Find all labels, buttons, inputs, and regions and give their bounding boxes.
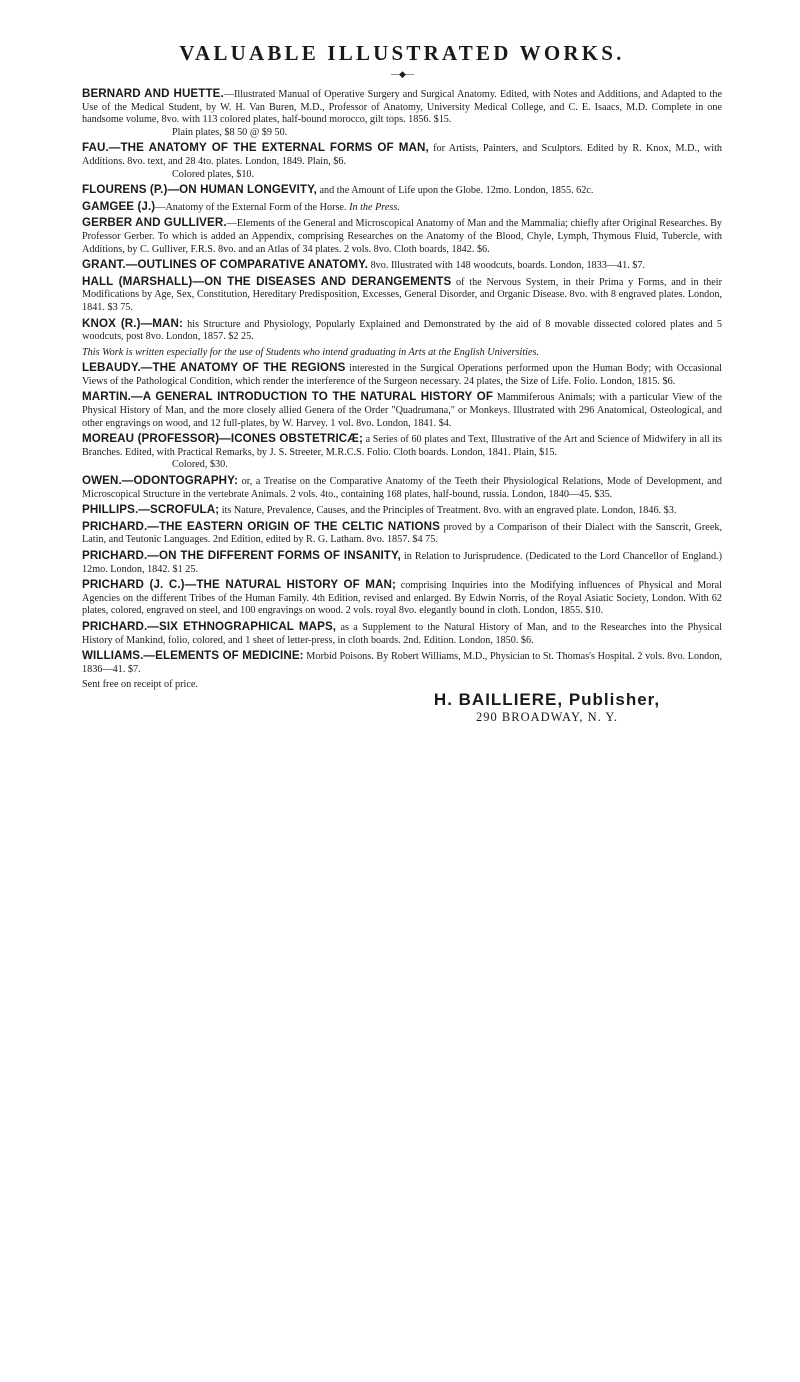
book-description: proved by a Comparison of their Dialect with the Sanscrit, Greek, Latin, and Teutonic Languages. 2nd Edition, edited by R. G. Latham. 8vo. 1857. $4 75. — [82, 521, 722, 546]
title-ornament: —◆— — [391, 69, 413, 79]
catalogue-page — [82, 40, 722, 725]
book-description: a Series of 60 plates and Text, Illustrative of the Art and Science of Midwifery in all its Branches. Edited, with Practical Remarks, by J. S. Streeter, M.R.C.S. Folio. Cloth boards. London, 1841. Plain, $15. — [82, 434, 722, 458]
book-description: Morbid Poisons. By Robert Williams, M.D., Physician to St. Thomas's Hospital. 2 vols. 8vo. London, 1836—41. $7. — [82, 651, 722, 675]
book-description: for Artists, Painters, and Sculptors. Edited by R. Knox, M.D., with Additions. 8vo. text, and 28 4to. plates. London, 1849. Plain, $6. — [82, 143, 722, 167]
book-description: of the Nervous System, in their Prima y Forms, and in their Modifications by Age, Sex, Constitution, Hereditary Predisposition, Excesses, General Disorder, and Organic Disease. 8vo. with 8 engraved plates. London, 1841. $3 75. — [82, 276, 722, 313]
book-heading: FLOURENS (P.)—ON HUMAN LONGEVITY, — [82, 183, 317, 197]
book-entry — [82, 475, 722, 501]
book-entry — [82, 201, 722, 215]
book-listing — [82, 88, 722, 676]
book-heading: PRICHARD (J. C.)—THE NATURAL HISTORY OF MAN; — [82, 578, 396, 592]
book-description: 8vo. Illustrated with 148 woodcuts, boards. London, 1833—41. $7. — [368, 260, 646, 272]
book-heading: GAMGEE (J.) — [82, 199, 156, 213]
book-entry — [82, 433, 722, 472]
publisher-address: 290 BROADWAY, N. Y. — [476, 709, 618, 724]
book-description: his Structure and Physiology, Popularly Explained and Demonstrated by the aid of 8 movable dissected colored plates and 5 woodcuts, post 8vo. London, 1857. $2 25. — [82, 318, 722, 343]
publisher-name: H. BAILLIERE, Publisher, — [433, 689, 661, 709]
book-entry — [82, 362, 722, 388]
book-entry — [82, 521, 722, 547]
book-heading: LEBAUDY.—THE ANATOMY OF THE REGIONS — [82, 361, 346, 375]
book-entry — [82, 550, 722, 576]
book-entry — [82, 579, 722, 618]
page-title: VALUABLE ILLUSTRATED WORKS. — [179, 41, 625, 65]
book-heading: KNOX (R.)—MAN: — [82, 316, 183, 330]
sent-free-note: Sent free on receipt of price. — [82, 679, 198, 691]
book-entry — [82, 184, 722, 198]
book-description: and the Amount of Life upon the Globe. 12mo. London, 1855. 62c. — [316, 185, 594, 197]
book-description: —Elements of the General and Microscopical Anatomy of Man and the Mammalia; chiefly after Original Researches. By Professor Gerber. To which is added an Appendix, comprising Researches on the Anatomy of the Blood, Chyle, Lymph, Thymous Fluid, Tubercle, with Additions, by C. Gulliver, F.R.S. 8vo. and an Atlas of 34 plates. 2 vols. 8vo. Cloth boards, 1842. $6. — [82, 218, 722, 255]
book-heading: GERBER AND GULLIVER. — [82, 216, 227, 230]
book-entry — [82, 217, 722, 256]
book-entry — [82, 259, 722, 273]
book-description: Mammiferous Animals; with a particular View of the Physical History of Man, and the more closely allied Genera of the Order "Quadrumana," or Monkeys. Illustrated with 296 Anatomical, Osteological, and other engravings on wood, and 12 full-plates, by W. Harvey. 1 vol. 8vo. London, 1841. $4. — [82, 392, 722, 429]
book-heading: PHILLIPS.—SCROFULA; — [82, 503, 220, 517]
book-entry — [82, 276, 722, 315]
book-entry — [82, 504, 722, 518]
book-entry — [82, 650, 722, 676]
entry-note: This Work is written especially for the use of Students who intend graduating in Arts at the English Universities. — [82, 346, 540, 358]
book-heading: MARTIN.—A GENERAL INTRODUCTION TO THE NATURAL HISTORY OF — [82, 390, 494, 404]
book-heading: OWEN.—ODONTOGRAPHY: — [82, 474, 239, 488]
book-price-variant: Colored, $30. — [172, 459, 228, 471]
book-heading: PRICHARD.—SIX ETHNOGRAPHICAL MAPS, — [82, 619, 337, 633]
book-heading: WILLIAMS.—ELEMENTS OF MEDICINE: — [82, 649, 304, 663]
book-heading: HALL (MARSHALL)—ON THE DISEASES AND DERANGEMENTS — [82, 274, 452, 288]
book-entry — [82, 621, 722, 647]
book-entry — [82, 391, 722, 430]
book-heading: BERNARD AND HUETTE. — [82, 87, 224, 100]
book-description: as a Supplement to the Natural History of Man, and to the Researches into the Physical History of Mankind, folio, colored, and 1 sheet of letter-press, in cloth boards. 2nd. Edition. London, 1850. $6. — [82, 621, 722, 646]
publisher-block — [372, 690, 722, 725]
book-price-variant: Colored plates, $10. — [172, 168, 255, 180]
book-heading: GRANT.—OUTLINES OF COMPARATIVE ANATOMY. — [82, 258, 369, 272]
book-description: comprising Inquiries into the Modifying influences of Physical and Moral Agencies on the different Tribes of the Human Family. 4th Edition, revised and enlarged. By Edwin Norris, of the Royal Asiatic Society, London. With 62 plates, colored, engraved on steel, and 100 engravings on wood. 2 vols. royal 8vo. elegantly bound in cloth. London, 1855. $10. — [82, 580, 723, 617]
book-description: in Relation to Jurisprudence. (Dedicated to the Lord Chancellor of England.) 12mo. London, 1842. $1 25. — [82, 551, 722, 575]
book-heading: PRICHARD.—THE EASTERN ORIGIN OF THE CELTIC NATIONS — [82, 519, 440, 533]
book-heading: PRICHARD.—ON THE DIFFERENT FORMS OF INSANITY, — [82, 549, 401, 562]
book-description: or, a Treatise on the Comparative Anatomy of the Teeth their Physiological Relations, Mode of Development, and Microscopical Structure in the vertebrate Animals. 2 vols. 4to., containing 168 plates, half-bound, russia. London, 1840—45. $35. — [82, 476, 722, 500]
book-entry — [82, 318, 722, 344]
book-description: —Illustrated Manual of Operative Surgery and Surgical Anatomy. Edited, with Notes and Additions, and Adapted to the Use of the Medical Student, by W. H. Van Buren, M.D., Professor of Anatomy, University Medical College, and C. E. Isaacs, M.D. Complete in one handsome volume, 8vo. with 113 colored plates, half-bound morocco, gilt tops. 1856. $15. — [82, 89, 722, 126]
book-heading: MOREAU (PROFESSOR)—ICONES OBSTETRICÆ; — [82, 432, 363, 446]
book-entry — [82, 142, 722, 181]
book-price-variant: Plain plates, $8 50 @ $9 50. — [172, 126, 288, 138]
book-description: its Nature, Prevalence, Causes, and the Principles of Treatment. 8vo. with an engraved plate. London, 1846. $3. — [219, 505, 677, 517]
book-status: In the Press. — [346, 201, 400, 213]
book-description: interested in the Surgical Operations performed upon the Human Body; with Occasional Views of the Pathological Condition, which render the interference of the Surgeon necessary. 24 plates, the Size of Life. Folio. London, 1815. $6. — [82, 363, 722, 387]
book-description: —Anatomy of the External Form of the Horse. — [155, 201, 347, 213]
book-heading: FAU.—THE ANATOMY OF THE EXTERNAL FORMS OF MAN, — [82, 141, 429, 155]
book-entry — [82, 88, 722, 139]
